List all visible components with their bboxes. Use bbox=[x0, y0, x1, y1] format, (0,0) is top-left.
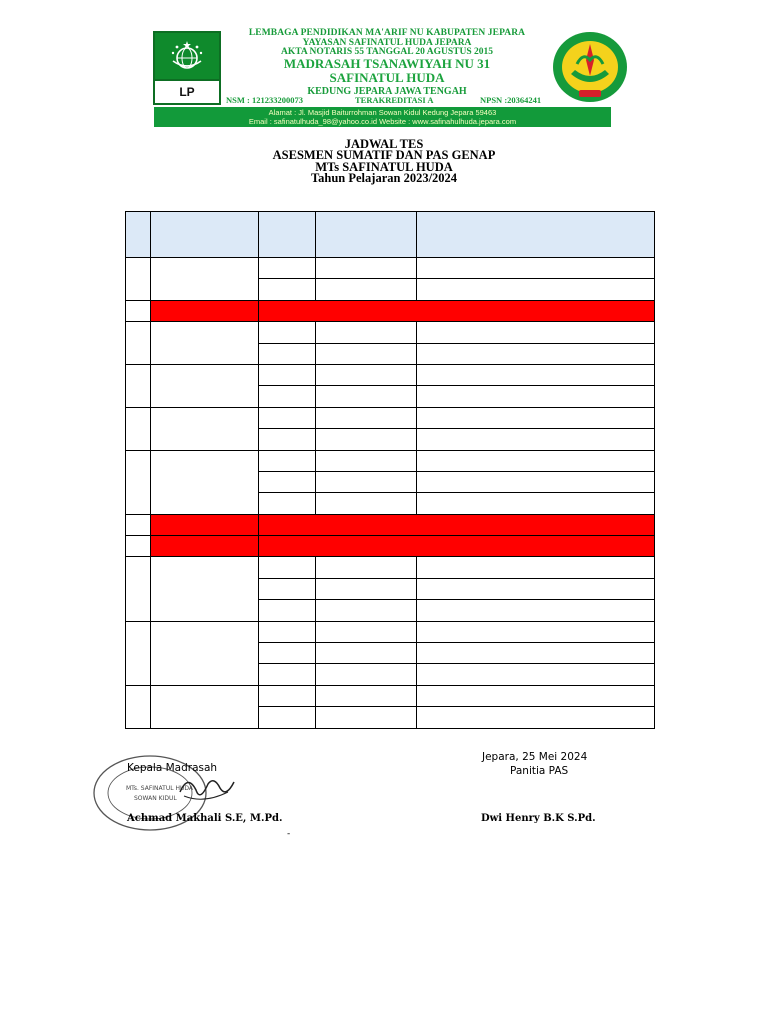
org-line-3: AKTA NOTARIS 55 TANGGAL 20 AGUSTUS 2015 bbox=[280, 47, 494, 57]
table-row bbox=[126, 621, 655, 642]
principal-role: Kepala Madrasah bbox=[127, 762, 218, 774]
id-row bbox=[222, 95, 552, 105]
school-name-2: SAFINATUL HUDA bbox=[329, 70, 445, 85]
org-line-1: LEMBAGA PENDIDIKAN MA'ARIF NU KABUPATEN JEPARA bbox=[248, 28, 526, 38]
committee-role: Panitia PAS bbox=[510, 765, 569, 777]
committee-name: Dwi Henry B.K S.Pd. bbox=[481, 813, 596, 824]
doc-subtitle: ASESMEN SUMATIF DAN PAS GENAP bbox=[272, 148, 496, 162]
contact-text: Email : safinatulhuda_98@yahoo.co.id Website : www.safinahulhuda.jepara.com bbox=[248, 117, 517, 126]
npsn-text: NPSN :20364241 bbox=[480, 95, 542, 105]
table-row bbox=[126, 450, 655, 471]
address-text: Alamat : Jl. Masjid Baiturrohman Sowan Kidul Kedung Jepara 59463 bbox=[268, 108, 497, 117]
lp-maarif-logo bbox=[153, 31, 221, 105]
address-bar bbox=[154, 107, 611, 127]
nsm-text: NSM : 121233200073 bbox=[226, 95, 303, 105]
school-logo-icon bbox=[551, 30, 629, 104]
table-row bbox=[126, 557, 655, 578]
nu-globe-icon bbox=[169, 39, 205, 75]
doc-school: MTs SAFINATUL HUDA bbox=[315, 160, 453, 174]
school-name-1: MADRASAH TSANAWIYAH NU 31 bbox=[283, 56, 491, 71]
footer-mark: - bbox=[287, 829, 291, 839]
table-row bbox=[126, 685, 655, 706]
place-date: Jepara, 25 Mei 2024 bbox=[482, 751, 588, 763]
table-header-row bbox=[126, 212, 655, 258]
org-line-2: YAYASAN SAFINATUL HUDA JEPARA bbox=[302, 38, 472, 48]
break-row bbox=[126, 514, 655, 535]
school-location: KEDUNG JEPARA JAWA TENGAH bbox=[307, 86, 467, 97]
accreditation-text: TERAKREDITASI A bbox=[355, 95, 434, 105]
break-row bbox=[126, 300, 655, 321]
svg-text:MTs. SAFINATUL HUDA: MTs. SAFINATUL HUDA bbox=[126, 785, 193, 792]
doc-title: JADWAL TES bbox=[344, 137, 424, 151]
table-row bbox=[126, 258, 655, 279]
lp-maarif-label: LP bbox=[155, 79, 219, 103]
table-row bbox=[126, 364, 655, 385]
break-row bbox=[126, 536, 655, 557]
table-row bbox=[126, 322, 655, 343]
doc-year: Tahun Pelajaran 2023/2024 bbox=[310, 171, 458, 185]
schedule-table bbox=[125, 211, 655, 729]
svg-text:SOWAN KIDUL: SOWAN KIDUL bbox=[134, 795, 177, 802]
principal-name: Achmad Makhali S.E, M.Pd. bbox=[127, 813, 283, 824]
table-row bbox=[126, 407, 655, 428]
